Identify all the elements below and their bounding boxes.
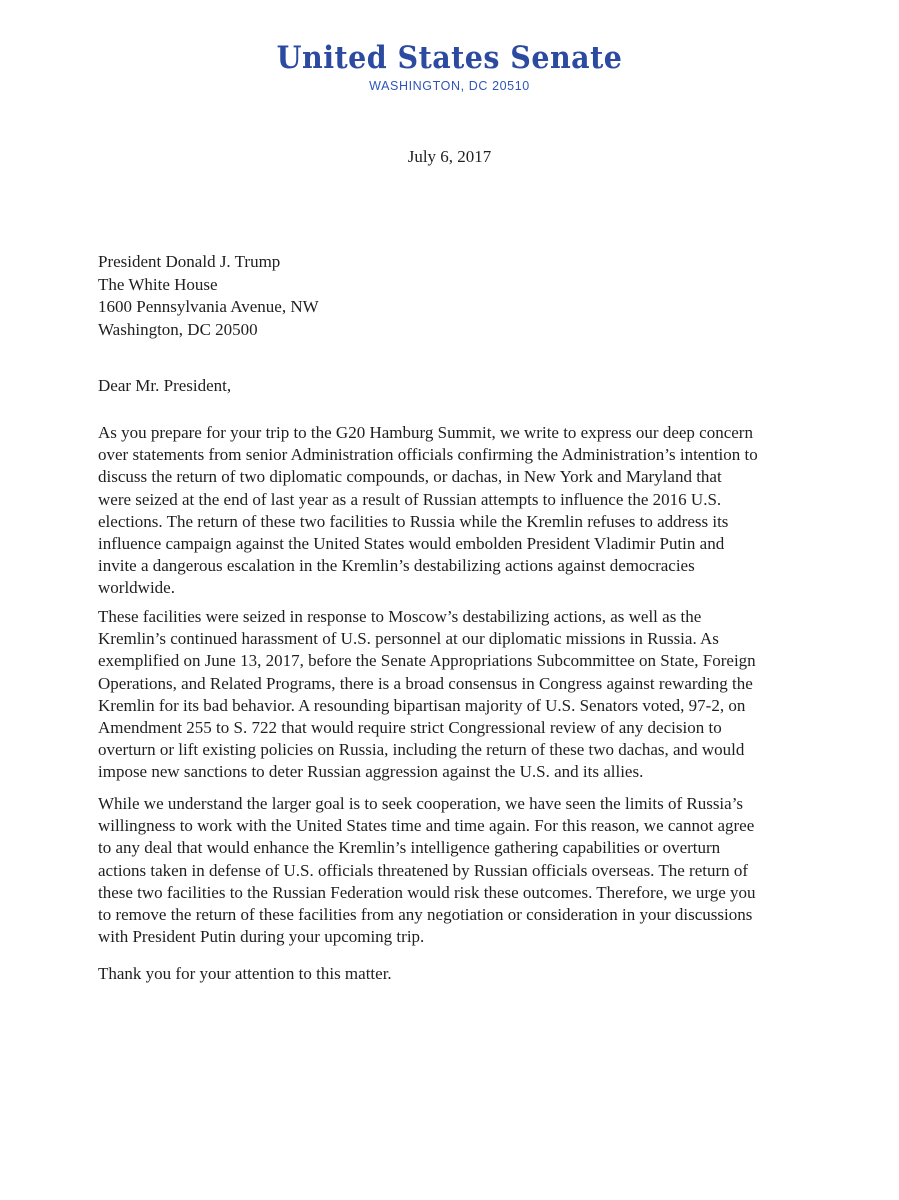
paragraph-line: with President Putin during your upcoming trip.: [98, 927, 425, 947]
paragraph-line: worldwide.: [98, 578, 175, 598]
letter-date: July 6, 2017: [407, 147, 492, 166]
body-paragraph-1: [98, 422, 818, 600]
recipient-organization: The White House: [98, 274, 218, 294]
paragraph-line: actions taken in defense of U.S. officials threatened by Russian officials overseas. The return of: [98, 860, 749, 880]
body-paragraph-3: [98, 793, 818, 948]
paragraph-line: impose new sanctions to deter Russian aggression against the U.S. and its allies.: [98, 762, 644, 782]
paragraph-line: Amendment 255 to S. 722 that would require strict Congressional review of any decision to: [98, 718, 722, 738]
paragraph-line: influence campaign against the United States would embolden President Vladimir Putin and: [98, 534, 725, 554]
paragraph-line: invite a dangerous escalation in the Kremlin’s destabilizing actions against democracies: [98, 556, 695, 576]
paragraph-line: exemplified on June 13, 2017, before the Senate Appropriations Subcommittee on State, Foreign: [98, 651, 756, 671]
paragraph-line: Kremlin’s continued harassment of U.S. personnel at our diplomatic missions in Russia. As: [98, 629, 719, 649]
paragraph-line: These facilities were seized in response to Moscow’s destabilizing actions, as well as the: [98, 607, 702, 626]
recipient-address-block: [98, 251, 319, 341]
paragraph-line: to remove the return of these facilities from any negotiation or consideration in your discussions: [98, 905, 753, 925]
letterhead-title: United States Senate: [276, 40, 623, 76]
paragraph-line: overturn or lift existing policies on Russia, including the return of these two dachas, and would: [98, 740, 745, 760]
letterhead-address: WASHINGTON, DC 20510: [369, 79, 530, 93]
paragraph-line: willingness to work with the United States time and time again. For this reason, we cannot agree: [98, 816, 755, 836]
recipient-street: 1600 Pennsylvania Avenue, NW: [98, 297, 319, 316]
paragraph-line: discuss the return of two diplomatic compounds, or dachas, in New York and Maryland that: [98, 467, 722, 487]
paragraph-line: to any deal that would enhance the Kremlin’s intelligence gathering capabilities or overturn: [98, 838, 721, 858]
salutation: Dear Mr. President,: [98, 376, 232, 395]
closing-line: Thank you for your attention to this matter.: [98, 964, 392, 983]
paragraph-line: While we understand the larger goal is to seek cooperation, we have seen the limits of Russia’s: [98, 794, 744, 813]
body-paragraph-2: [98, 606, 818, 784]
recipient-city: Washington, DC 20500: [98, 319, 258, 339]
paragraph-line: over statements from senior Administration officials confirming the Administration’s intention to: [98, 445, 758, 465]
letterhead: [0, 40, 899, 93]
paragraph-line: these two facilities to the Russian Federation would risk these outcomes. Therefore, we urge you: [98, 882, 756, 902]
paragraph-line: were seized at the end of last year as a result of Russian attempts to influence the 2016 U.S.: [98, 489, 722, 509]
paragraph-line: Operations, and Related Programs, there is a broad consensus in Congress against rewarding the: [98, 673, 753, 693]
paragraph-line: Kremlin for its bad behavior. A resounding bipartisan majority of U.S. Senators voted, 97-2, on: [98, 695, 746, 715]
recipient-name: President Donald J. Trump: [98, 252, 281, 271]
paragraph-line: As you prepare for your trip to the G20 Hamburg Summit, we write to express our deep concern: [98, 423, 753, 442]
paragraph-line: elections. The return of these two facilities to Russia while the Kremlin refuses to address its: [98, 511, 729, 531]
